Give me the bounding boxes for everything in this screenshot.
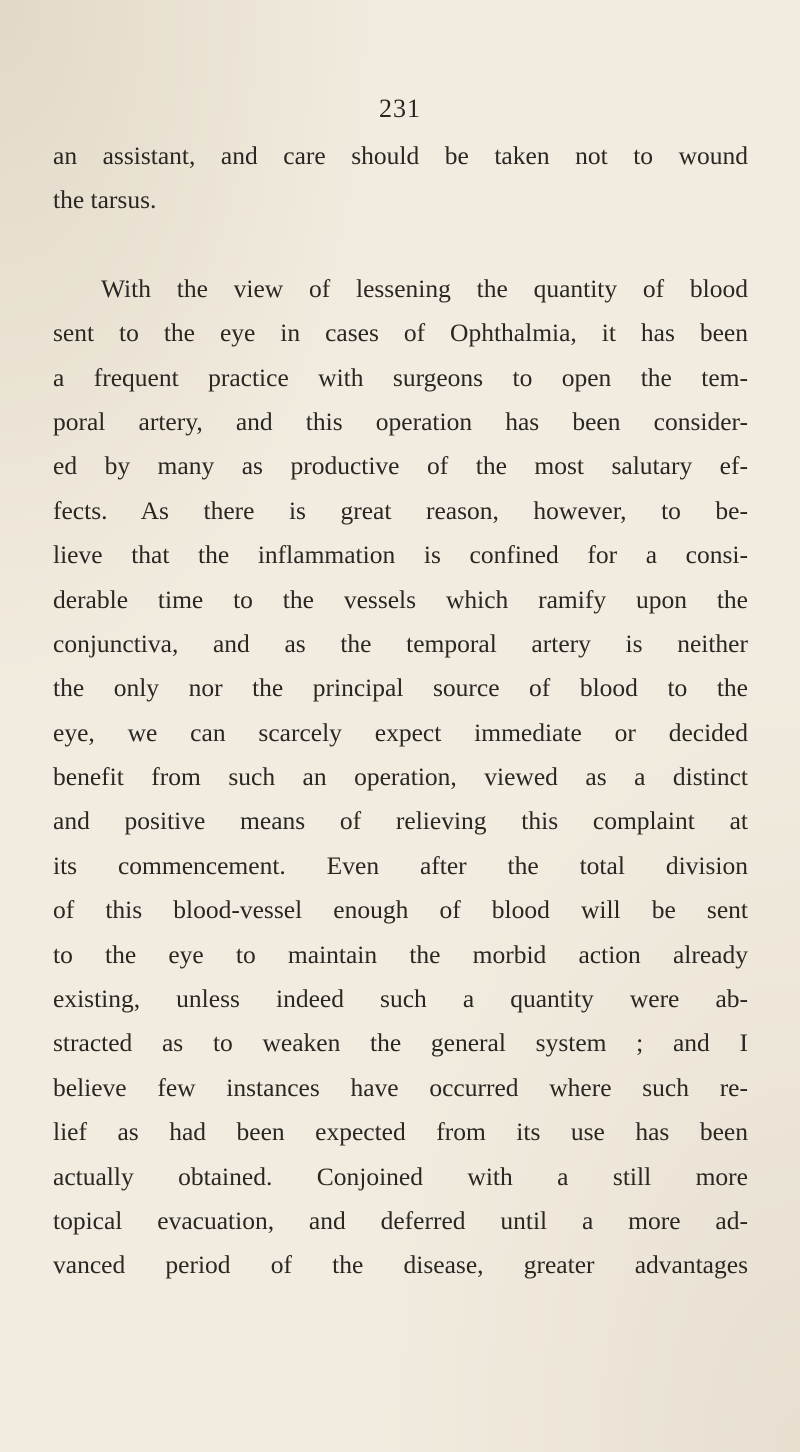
text-line: eye, we can scarcely expect immediate or decided xyxy=(53,717,748,747)
text-line: an assistant, and care should be taken not to wound xyxy=(53,141,748,170)
paragraph-gap xyxy=(53,223,748,267)
text-line: its commencement. Even after the total division xyxy=(53,850,748,880)
text-line: topical evacuation, and deferred until a more ad- xyxy=(53,1205,748,1235)
body-text xyxy=(53,134,748,1288)
text-line: sent to the eye in cases of Ophthalmia, it has been xyxy=(53,318,748,348)
text-line: to the eye to maintain the morbid action already xyxy=(53,939,748,969)
text-line: stracted as to weaken the general system ; and I xyxy=(53,1028,748,1058)
text-line: of this blood-vessel enough of blood will be sent xyxy=(53,895,748,925)
paragraph xyxy=(53,134,748,223)
text-line: ed by many as productive of the most salutary ef- xyxy=(53,451,748,481)
text-line: the tarsus. xyxy=(53,185,157,215)
page-number: 231 xyxy=(379,94,421,123)
text-line: lieve that the inflammation is confined for a consi- xyxy=(53,540,748,570)
text-line: actually obtained. Conjoined with a still more xyxy=(53,1161,748,1191)
text-line: derable time to the vessels which ramify upon the xyxy=(53,584,748,614)
text-line: conjunctiva, and as the temporal artery is neither xyxy=(53,628,748,658)
text-line: poral artery, and this operation has been consider- xyxy=(53,406,748,436)
paragraph xyxy=(53,267,748,1288)
text-line: fects. As there is great reason, however, to be- xyxy=(53,495,748,525)
text-line: With the view of lessening the quantity of blood xyxy=(101,273,748,303)
text-line: benefit from such an operation, viewed as a distinct xyxy=(53,762,748,792)
text-line: the only nor the principal source of blood to the xyxy=(53,673,748,703)
text-line: and positive means of relieving this complaint at xyxy=(53,806,748,836)
text-line: existing, unless indeed such a quantity were ab- xyxy=(53,984,748,1014)
text-line: a frequent practice with surgeons to open the tem- xyxy=(53,362,748,392)
text-line: lief as had been expected from its use has been xyxy=(53,1117,748,1147)
text-line: vanced period of the disease, greater advantages xyxy=(53,1250,748,1280)
text-line: believe few instances have occurred where such re- xyxy=(53,1072,748,1102)
